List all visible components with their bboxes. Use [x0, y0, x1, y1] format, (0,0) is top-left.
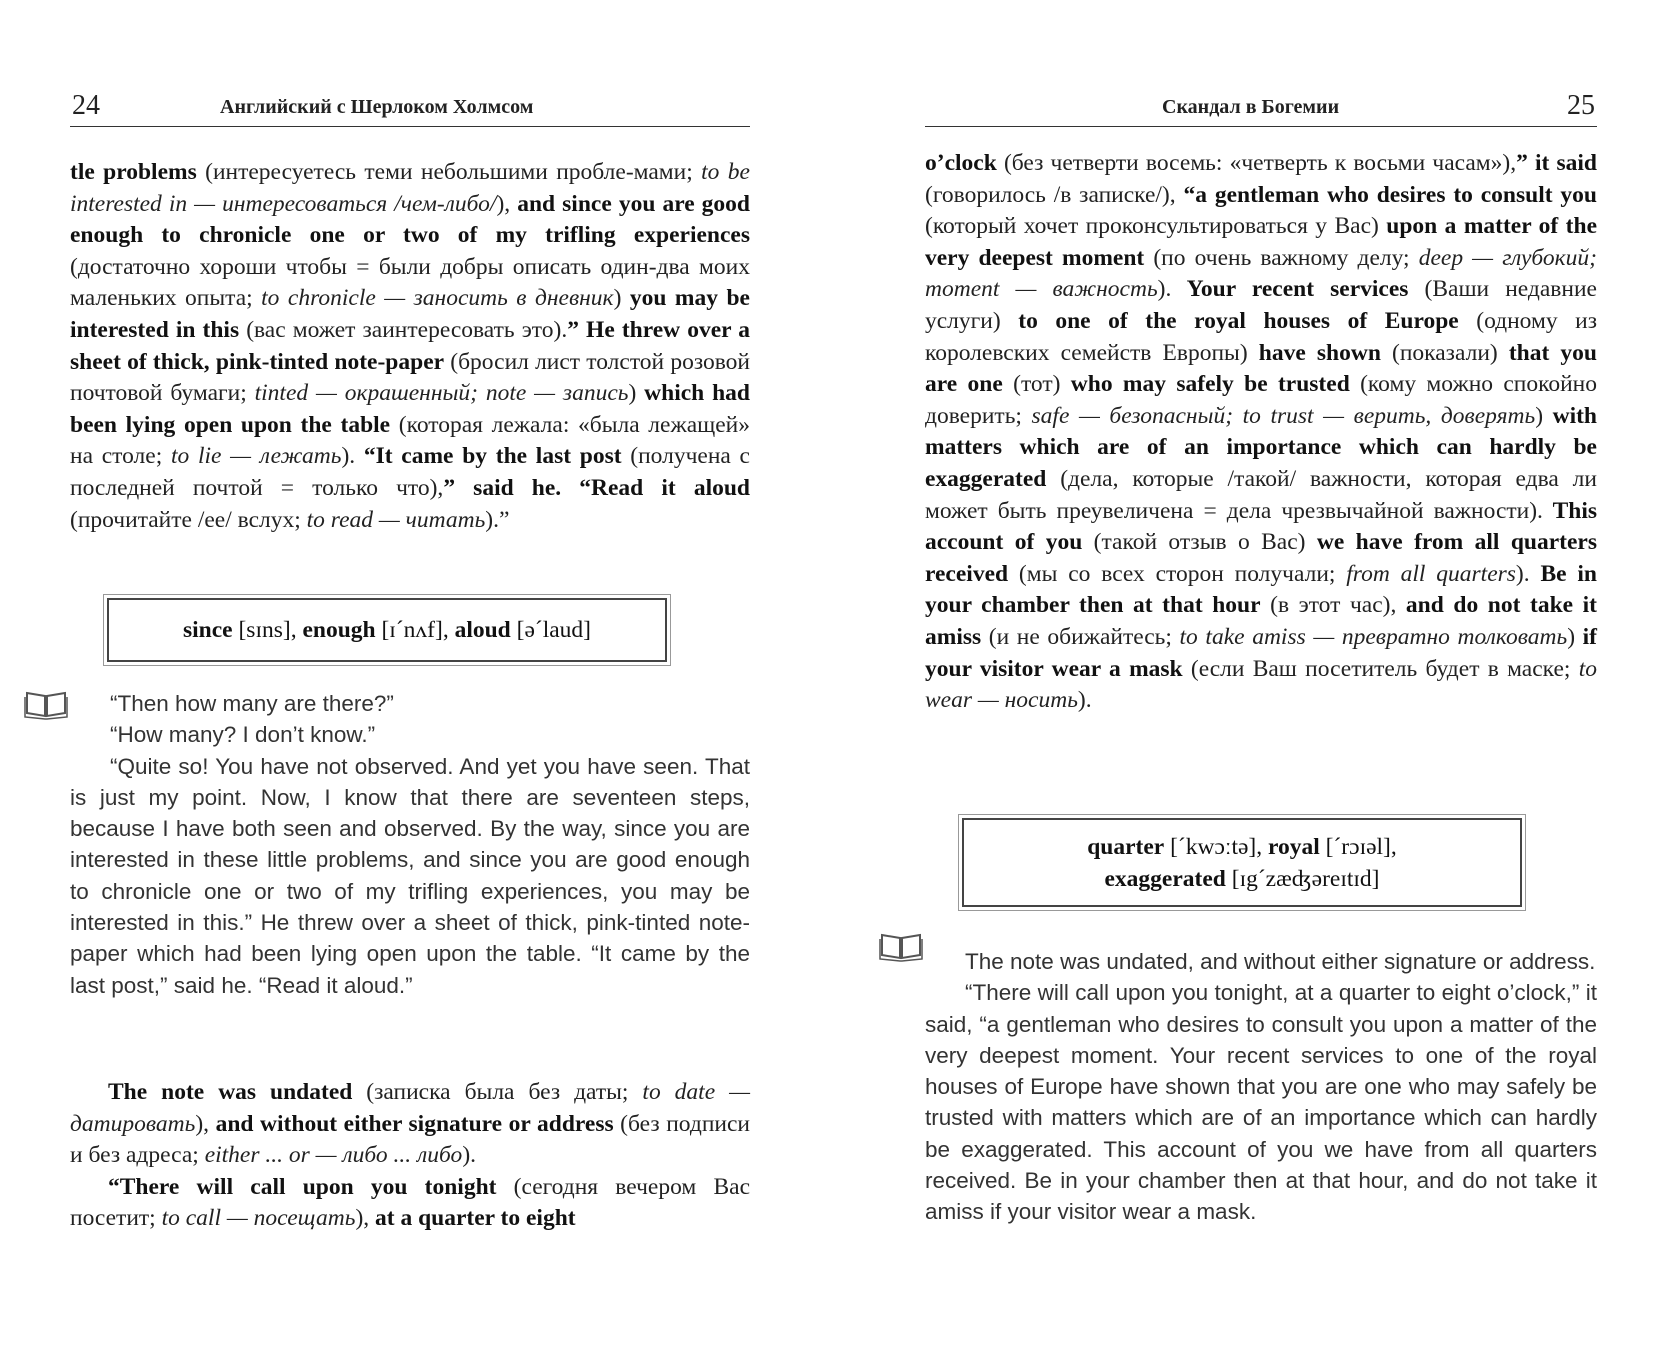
- page-header: [925, 82, 1597, 127]
- running-title: Скандал в Богемии: [1162, 96, 1340, 118]
- page-number: 24: [72, 90, 100, 121]
- page-number: 25: [1567, 90, 1595, 121]
- right-page: [925, 0, 1597, 1362]
- original-text: The note was undated, and without either signature or address. “There will call upon you tonight, at a quarter to eight o’clock,” it said, “a gentleman who desires to consult you upon a matter of the very deepest moment. Your recent services to one of the royal houses of Europe have shown that you are one who may safely be trusted with matters which are of an importance which can hardly be exaggerated. This account of you we have from all quarters received. Be in your chamber then at that hour, and do not take it amiss if your visitor wear a mask.: [925, 949, 1597, 1225]
- page-header: [70, 82, 750, 127]
- open-book-icon: [879, 930, 923, 962]
- left-page: [70, 0, 750, 1362]
- running-title: Английский с Шерлоком Холмсом: [220, 96, 534, 118]
- annotated-text: o’clock (без четверти восемь: «четверть к восьми часам»),” it said (говорилось /в записке/), “a gentleman who desires to consult you (который хочет проконсультироваться у Вас) upon a matter of the very deepest moment (по очень важному делу; deep — глубокий; moment — важность). Your recent services (Ваши недавние услуги) to one of the royal houses of Europe (одному из королевских семейств Европы) have shown (показали) that you are one (тот) who may safely be trusted (кому можно спокойно доверить; safe — безопасный; to trust — верить, доверять) with matters which are of an importance which can hardly be exaggerated (дела, которые /такой/ важности, которая едва ли может быть преувеличена = дела чрезвычайной важности). This account of you (такой отзыв о Вас) we have from all quarters received (мы со всех сторон получали; from all quarters). Be in your chamber then at that hour (в этот час), and do not take it amiss (и не обижайтесь; to take amiss — превратно толковать) if your visitor wear a mask (если Ваш посетитель будет в маске; to wear — носить).: [925, 150, 1598, 714]
- annotated-text-2: The note was undated (записка была без даты; to date — датировать), and without either signature or address (без подписи и без адреса; either ... or — либо ... либо). “There will call upon you tonight (сегодня вечером Вас посетит; to call — посещать), at a quarter to eight: [70, 1079, 750, 1232]
- annotated-text: tle problems (интересуетесь теми небольшими пробле-мами; to be interested in — интересоваться /чем-либо/), and since you are good enough to chronicle one or two of my trifling experiences (достаточно хороши чтобы = были добры описать один-два моих маленьких опыта; to chronicle — заносить в дневник) you may be interested in this (вас может заинтересовать это).” He threw over a sheet of thick, pink-tinted note-paper (бросил лист толстой розовой почтовой бумаги; tinted — окрашенный; note — запись) which had been lying open upon the table (которая лежала: «была лежащей» на столе; to lie — лежать). “It came by the last post (получена с последней почтой = только что),” said he. “Read it aloud (прочитайте /ее/ вслух; to read — читать).”: [70, 159, 751, 533]
- pronunciation-box: since [sɪns], enough [ɪˊnʌf], aloud [əˊlaud]: [107, 598, 667, 662]
- original-text: “Then how many are there?” “How many? I don’t know.” “Quite so! You have not observed. And yet you have seen. That is just my point. Now, I know that there are seventeen steps, because I have both seen and observed. By the way, since you are interested in these little problems, and since you are good enough to chronicle one or two of my trifling experiences, you may be interested in this.” He threw over a sheet of thick, pink-tinted note-paper which had been lying open upon the table. “It came by the last post,” said he. “Read it aloud.”: [70, 691, 750, 998]
- pronunciation-box: quarter [ˊkwɔːtə], royal [ˊrɔɪəl], exaggerated [ɪgˊzæʤəreɪtɪd]: [962, 818, 1522, 907]
- open-book-icon: [24, 688, 68, 720]
